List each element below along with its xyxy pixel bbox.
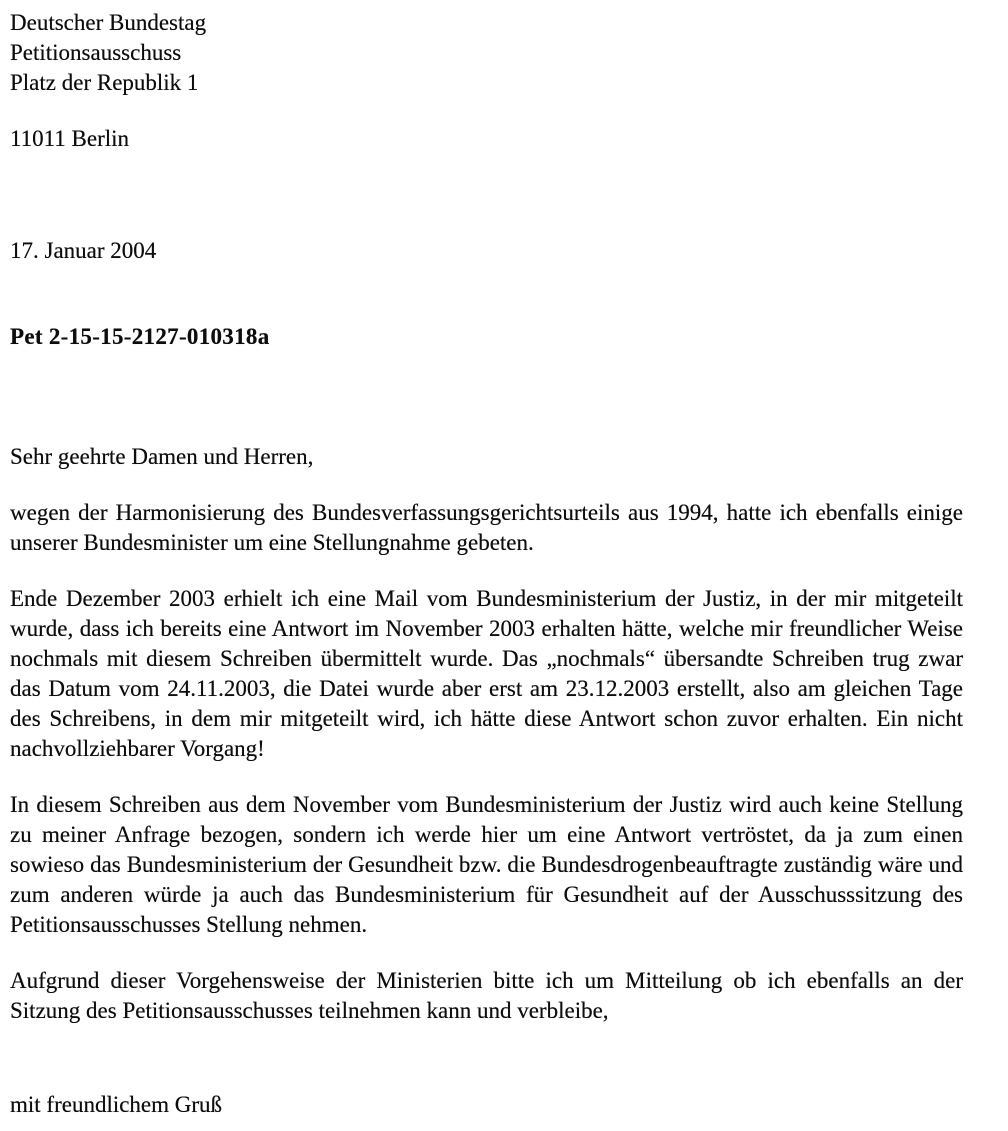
salutation: Sehr geehrte Damen und Herren, bbox=[10, 444, 314, 469]
closing: mit freundlichem Gruß bbox=[10, 1092, 223, 1117]
recipient-line-1: Deutscher Bundestag bbox=[10, 10, 207, 35]
body-paragraph-4: Aufgrund dieser Vorgehensweise der Ministerien bitte ich um Mitteilung ob ich ebenfalls an der Sitzung des Petitionsausschusses teilnehmen kann und verbleibe, bbox=[10, 968, 963, 1023]
recipient-address bbox=[10, 8, 963, 98]
letter-date: 17. Januar 2004 bbox=[10, 238, 157, 263]
body-paragraph-1: wegen der Harmonisierung des Bundesverfassungsgerichtsurteils aus 1994, hatte ich ebenfalls einige unserer Bundesminister um eine Stellungnahme gebeten. bbox=[10, 500, 963, 555]
body-paragraph-3: In diesem Schreiben aus dem November vom Bundesministerium der Justiz wird auch keine Stellung zu meiner Anfrage bezogen, sondern ich werde hier um eine Antwort vertröstet, da ja zum einen sowieso das Bundesministerium der Gesundheit bzw. die Bundesdrogenbeauftragte zuständig wäre und zum anderen würde ja auch das Bundesministerium für Gesundheit auf der Ausschusssitzung des Petitionsausschusses Stellung nehmen. bbox=[10, 792, 963, 937]
recipient-line-2: Petitionsausschuss bbox=[10, 40, 182, 65]
body-paragraph-2: Ende Dezember 2003 erhielt ich eine Mail vom Bundesministerium der Justiz, in der mir mitgeteilt wurde, dass ich bereits eine Antwort im November 2003 erhalten hätte, welche mir freundlicher Weise nochmals mit diesem Schreiben übermittelt wurde. Das „nochmals“ übersandte Schreiben trug zwar das Datum vom 24.11.2003, die Datei wurde aber erst am 23.12.2003 erstellt, also am gleichen Tage des Schreibens, in dem mir mitgeteilt wird, ich hätte diese Antwort schon zuvor erhalten. Ein nicht nachvollziehbarer Vorgang! bbox=[10, 586, 963, 761]
reference-number: Pet 2-15-15-2127-010318a bbox=[10, 324, 270, 349]
recipient-line-3: Platz der Republik 1 bbox=[10, 70, 199, 95]
recipient-city: 11011 Berlin bbox=[10, 126, 130, 151]
